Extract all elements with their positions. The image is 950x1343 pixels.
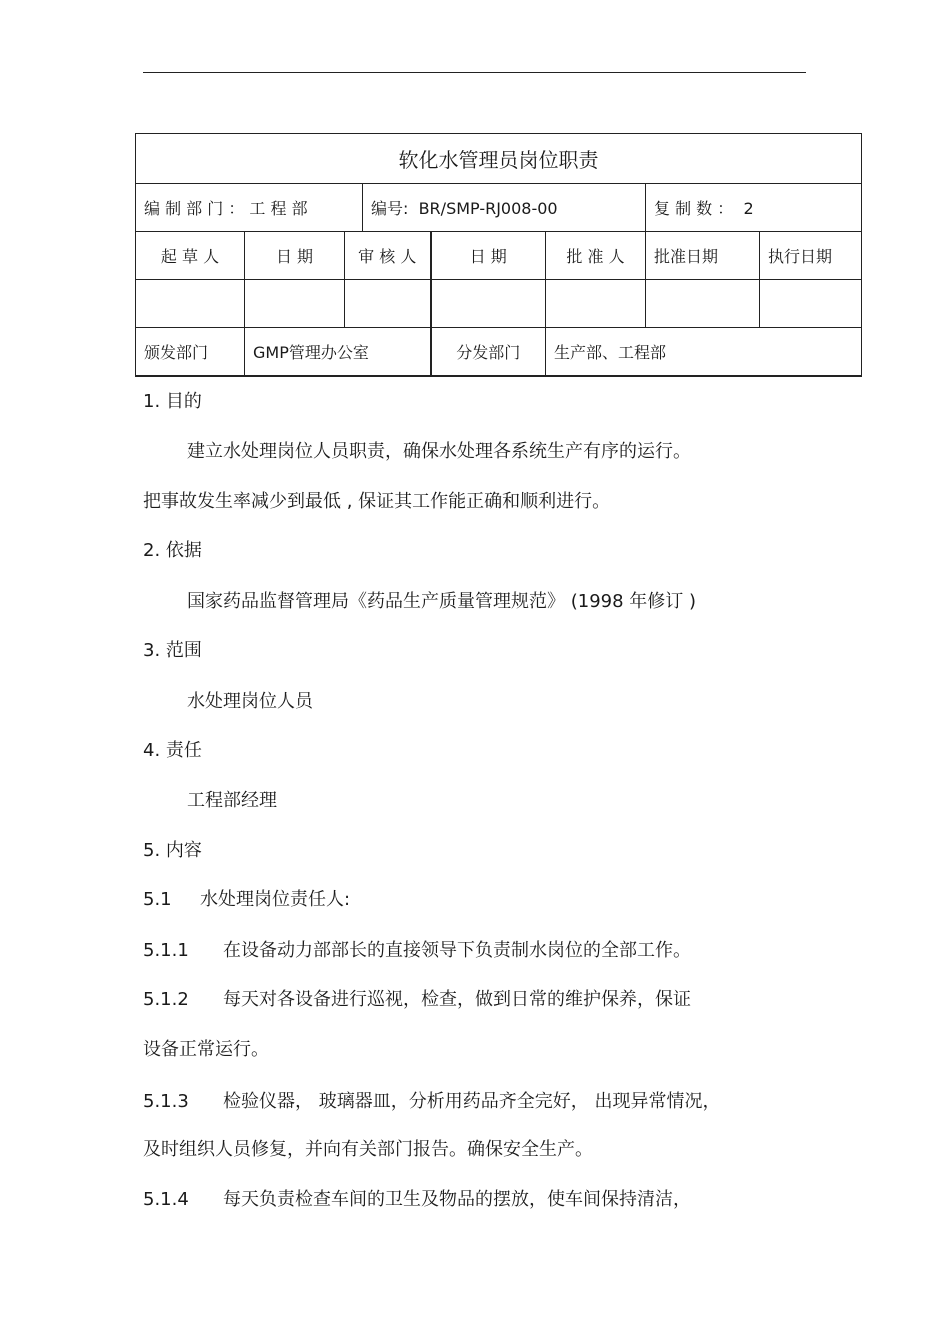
item-5-1-2 [143, 989, 823, 1011]
document-title: 软化水管理员岗位职责 [136, 134, 862, 184]
item-number: 5.1.4 [143, 1189, 189, 1210]
item-5-1-3-cont: 及时组织人员修复，并向有关部门报告。确保安全生产。 [143, 1139, 593, 1160]
code-value: BR/SMP-RJ008-00 [418, 199, 558, 218]
col-reviewer: 审 核 人 [345, 232, 431, 280]
purpose-line-1: 建立水处理岗位人员职责，确保水处理各系统生产有序的运行。 [187, 441, 691, 462]
item-5-1-2-cont: 设备正常运行。 [143, 1039, 269, 1060]
cell-drafter [136, 280, 245, 328]
cell-date-2 [431, 280, 546, 328]
dist-dept-value: 生产部、工程部 [546, 328, 862, 377]
cell-approver [546, 280, 646, 328]
item-number: 5.1.1 [143, 940, 189, 961]
item-text: 水处理岗位责任人: [200, 889, 351, 910]
item-number: 5.1 [143, 889, 172, 910]
col-drafter: 起 草 人 [136, 232, 245, 280]
section-1-heading: 1. 目的 [143, 391, 202, 412]
col-approver: 批 准 人 [546, 232, 646, 280]
cell-approve-date [646, 280, 760, 328]
col-date-2: 日 期 [431, 232, 546, 280]
section-4-heading: 4. 责任 [143, 740, 202, 761]
code-label: 编号: [371, 199, 409, 218]
item-number: 5.1.2 [143, 989, 189, 1010]
copies-label: 复 制 数 ： [654, 199, 734, 218]
copies-value: 2 [743, 199, 754, 218]
item-text: 检验仪器， 玻璃器皿，分析用药品齐全完好， 出现异常情况， [223, 1091, 721, 1112]
col-exec-date: 执行日期 [760, 232, 862, 280]
cell-exec-date [760, 280, 862, 328]
purpose-line-2: 把事故发生率减少到最低 , 保证其工作能正确和顺利进行。 [143, 491, 611, 512]
item-5-1-4 [143, 1189, 823, 1211]
cell-date-1 [245, 280, 345, 328]
item-text: 每天负责检查车间的卫生及物品的摆放，使车间保持清洁， [223, 1189, 691, 1210]
item-text: 每天对各设备进行巡视，检查，做到日常的维护保养，保证 [223, 989, 691, 1010]
issue-dept-label: 颁发部门 [136, 328, 245, 377]
item-text: 在设备动力部部长的直接领导下负责制水岗位的全部工作。 [223, 940, 691, 961]
cell-reviewer [345, 280, 431, 328]
col-approve-date: 批准日期 [646, 232, 760, 280]
top-rule [143, 72, 806, 73]
scope-line: 水处理岗位人员 [187, 691, 313, 712]
dept-field: 编 制 部 门 ： 工 程 部 [136, 184, 363, 232]
header-table [135, 133, 862, 377]
copies-field [646, 184, 862, 232]
basis-line: 国家药品监督管理局《药品生产质量管理规范》 (1998 年修订 ) [187, 591, 697, 612]
dist-dept-label: 分发部门 [431, 328, 546, 377]
code-field [363, 184, 646, 232]
item-5-1-1 [143, 940, 823, 962]
section-5-heading: 5. 内容 [143, 840, 202, 861]
item-5-1-3 [143, 1091, 823, 1113]
issue-dept-value: GMP管理办公室 [245, 328, 431, 377]
col-date-1: 日 期 [245, 232, 345, 280]
section-3-heading: 3. 范围 [143, 640, 202, 661]
item-number: 5.1.3 [143, 1091, 189, 1112]
section-2-heading: 2. 依据 [143, 540, 202, 561]
responsibility-line: 工程部经理 [187, 790, 277, 811]
item-5-1 [143, 889, 823, 911]
